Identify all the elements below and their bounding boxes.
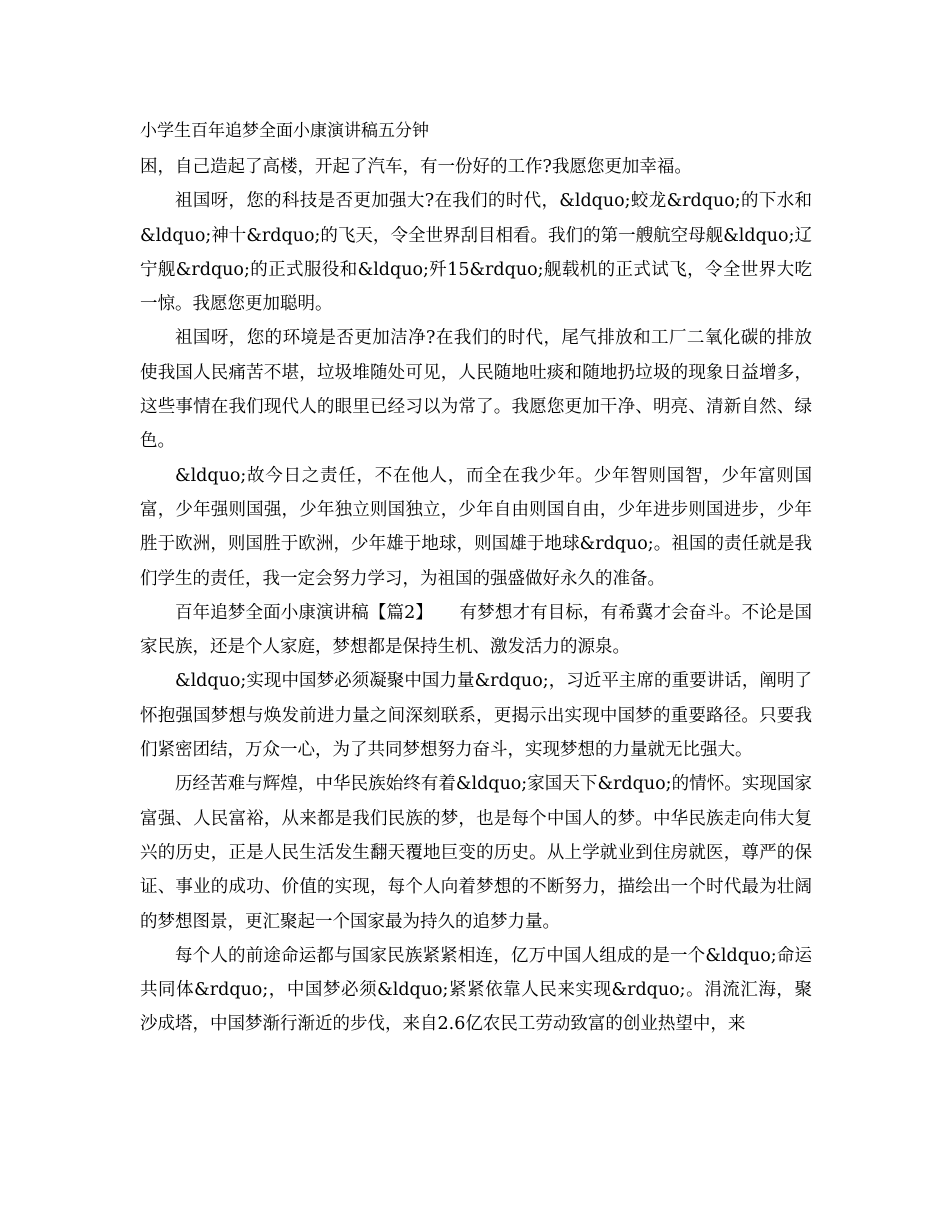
paragraph-chinese-strength: &ldquo;实现中国梦必须凝聚中国力量&rdquo;，习近平主席的重要讲话，阐明了怀抱强国梦想与焕发前进力量之间深刻联系，更揭示出实现中国梦的重要路径。只要我们紧密团结，万众一心，为了共同梦想努力奋斗，实现梦想的力量就无比强大。: [140, 671, 812, 761]
paragraph-community: 每个人的前途命运都与国家民族紧紧相连，亿万中国人组成的是一个&ldquo;命运共同体&rdquo;，中国梦必须&ldquo;紧紧依靠人民来实现&rdquo;。涓流汇海，聚沙成塔，中国梦渐行渐近的步伐，来自2.6亿农民工劳动致富的创业热望中，来: [140, 945, 812, 1035]
paragraph-environment: 祖国呀，您的环境是否更加洁净?在我们的时代，尾气排放和工厂二氧化碳的排放使我国人民痛苦不堪，垃圾堆随处可见，人民随地吐痰和随地扔垃圾的现象日益增多，这些事情在我们现代人的眼里已经习以为常了。我愿您更加干净、明亮、清新自然、绿色。: [140, 328, 812, 452]
paragraph-history: 历经苦难与辉煌，中华民族始终有着&ldquo;家国天下&rdquo;的情怀。实现国家富强、人民富裕，从来都是我们民族的梦，也是每个中国人的梦。中华民族走向伟大复兴的历史，正是人民生活发生翻天覆地巨变的历史。从上学就业到住房就医，尊严的保证、事业的成功、价值的实现，每个人向着梦想的不断努力，描绘出一个时代最为壮阔的梦想图景，更汇聚起一个国家最为持久的追梦力量。: [140, 774, 812, 932]
document-body: [140, 150, 812, 1042]
document-header: 小学生百年追梦全面小康演讲稿五分钟: [140, 121, 429, 141]
paragraph-continuation: 困，自己造起了高楼，开起了汽车，有一份好的工作?我愿您更加幸福。: [140, 157, 692, 177]
paragraph-section-2-intro: 百年追梦全面小康演讲稿【篇2】 有梦想才有目标，有希冀才会奋斗。不论是国家民族，还是个人家庭，梦想都是保持生机、激发活力的源泉。: [140, 602, 812, 658]
paragraph-technology: 祖国呀，您的科技是否更加强大?在我们的时代，&ldquo;蛟龙&rdquo;的下水和&ldquo;神十&rdquo;的飞天，令全世界刮目相看。我们的第一艘航空母舰&ldquo;辽宁舰&rdquo;的正式服役和&ldquo;歼15&rdquo;舰载机的正式试飞，令全世界大吃一惊。我愿您更加聪明。: [140, 191, 812, 315]
paragraph-youth-quote: &ldquo;故今日之责任，不在他人，而全在我少年。少年智则国智，少年富则国富，少年强则国强，少年独立则国独立，少年自由则国自由，少年进步则国进步，少年胜于欧洲，则国胜于欧洲，少年雄于地球，则国雄于地球&rdquo;。祖国的责任就是我们学生的责任，我一定会努力学习，为祖国的强盛做好永久的准备。: [140, 465, 812, 589]
